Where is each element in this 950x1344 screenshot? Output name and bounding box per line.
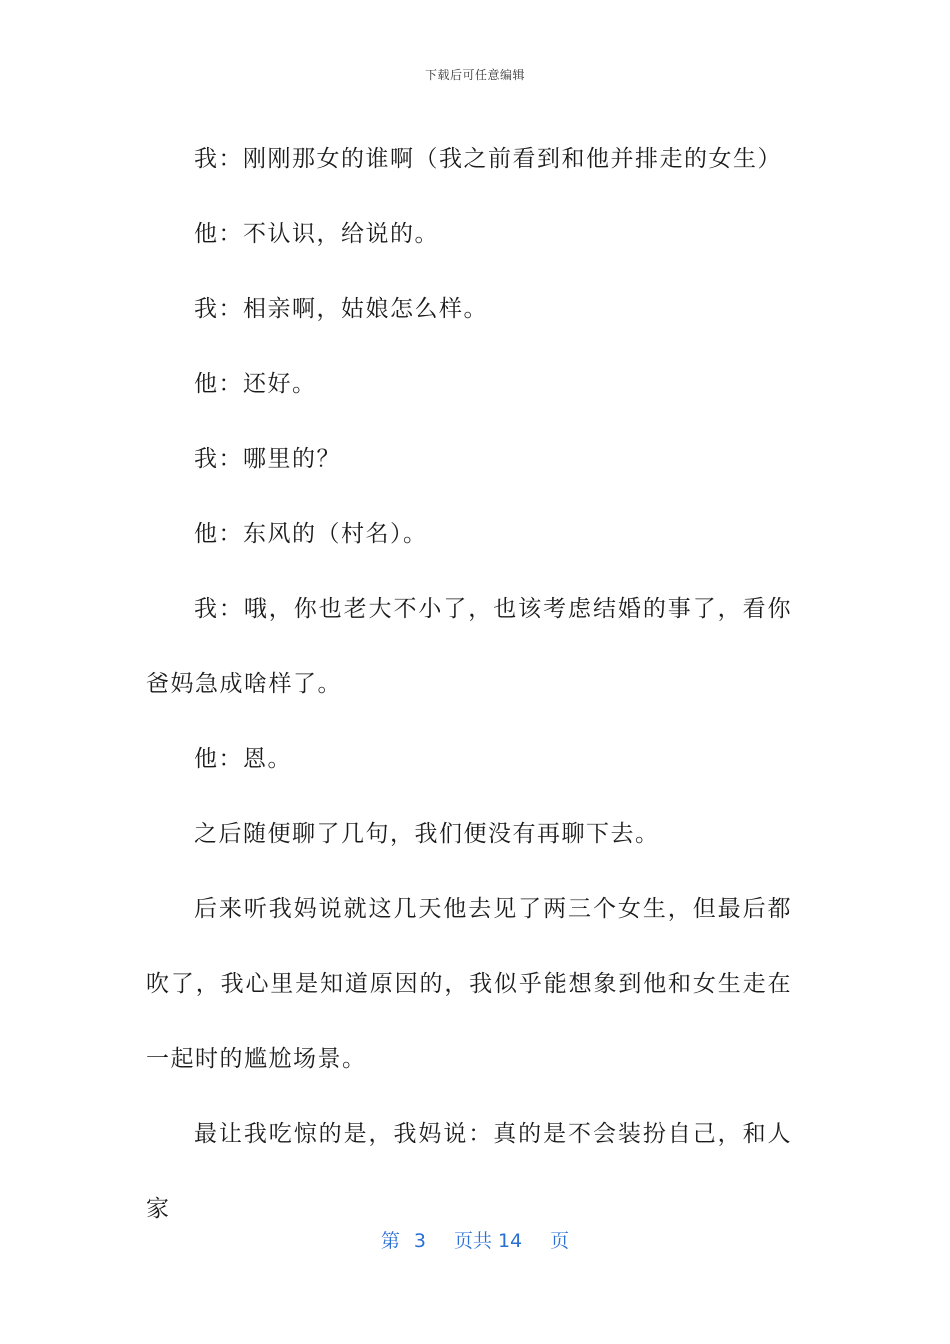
document-body xyxy=(146,122,792,1247)
paragraph: 他：不认识，给说的。 xyxy=(194,221,439,247)
page-middle: 页共 xyxy=(453,1230,492,1252)
total-pages-number: 14 xyxy=(497,1230,523,1252)
paragraph: 最让我吃惊的是，我妈说：真的是不会装扮自己，和人家 xyxy=(146,1121,792,1222)
paragraph: 我：哪里的？ xyxy=(194,446,341,472)
header-note: 下载后可任意编辑 xyxy=(424,68,525,82)
paragraph: 他：东风的（村名）。 xyxy=(194,521,428,547)
paragraph: 我：相亲啊，姑娘怎么样。 xyxy=(194,296,488,322)
paragraph: 我：刚刚那女的谁啊（我之前看到和他并排走的女生） xyxy=(194,146,782,172)
paragraph: 他：还好。 xyxy=(194,371,317,397)
paragraph: 他：恩。 xyxy=(194,746,292,772)
paragraph: 后来听我妈说就这几天他去见了两三个女生，但最后都吹了，我心里是知道原因的，我似乎能想象到他和女生走在一起时的尴尬场景。 xyxy=(146,896,792,1072)
paragraph: 我：哦，你也老大不小了，也该考虑结婚的事了，看你爸妈急成啥样了。 xyxy=(146,596,792,697)
page-prefix: 第 xyxy=(380,1230,400,1252)
paragraph: 之后随便聊了几句，我们便没有再聊下去。 xyxy=(194,821,660,847)
page-footer xyxy=(0,1226,950,1253)
current-page-number: 3 xyxy=(413,1230,426,1252)
page-suffix: 页 xyxy=(550,1230,570,1252)
